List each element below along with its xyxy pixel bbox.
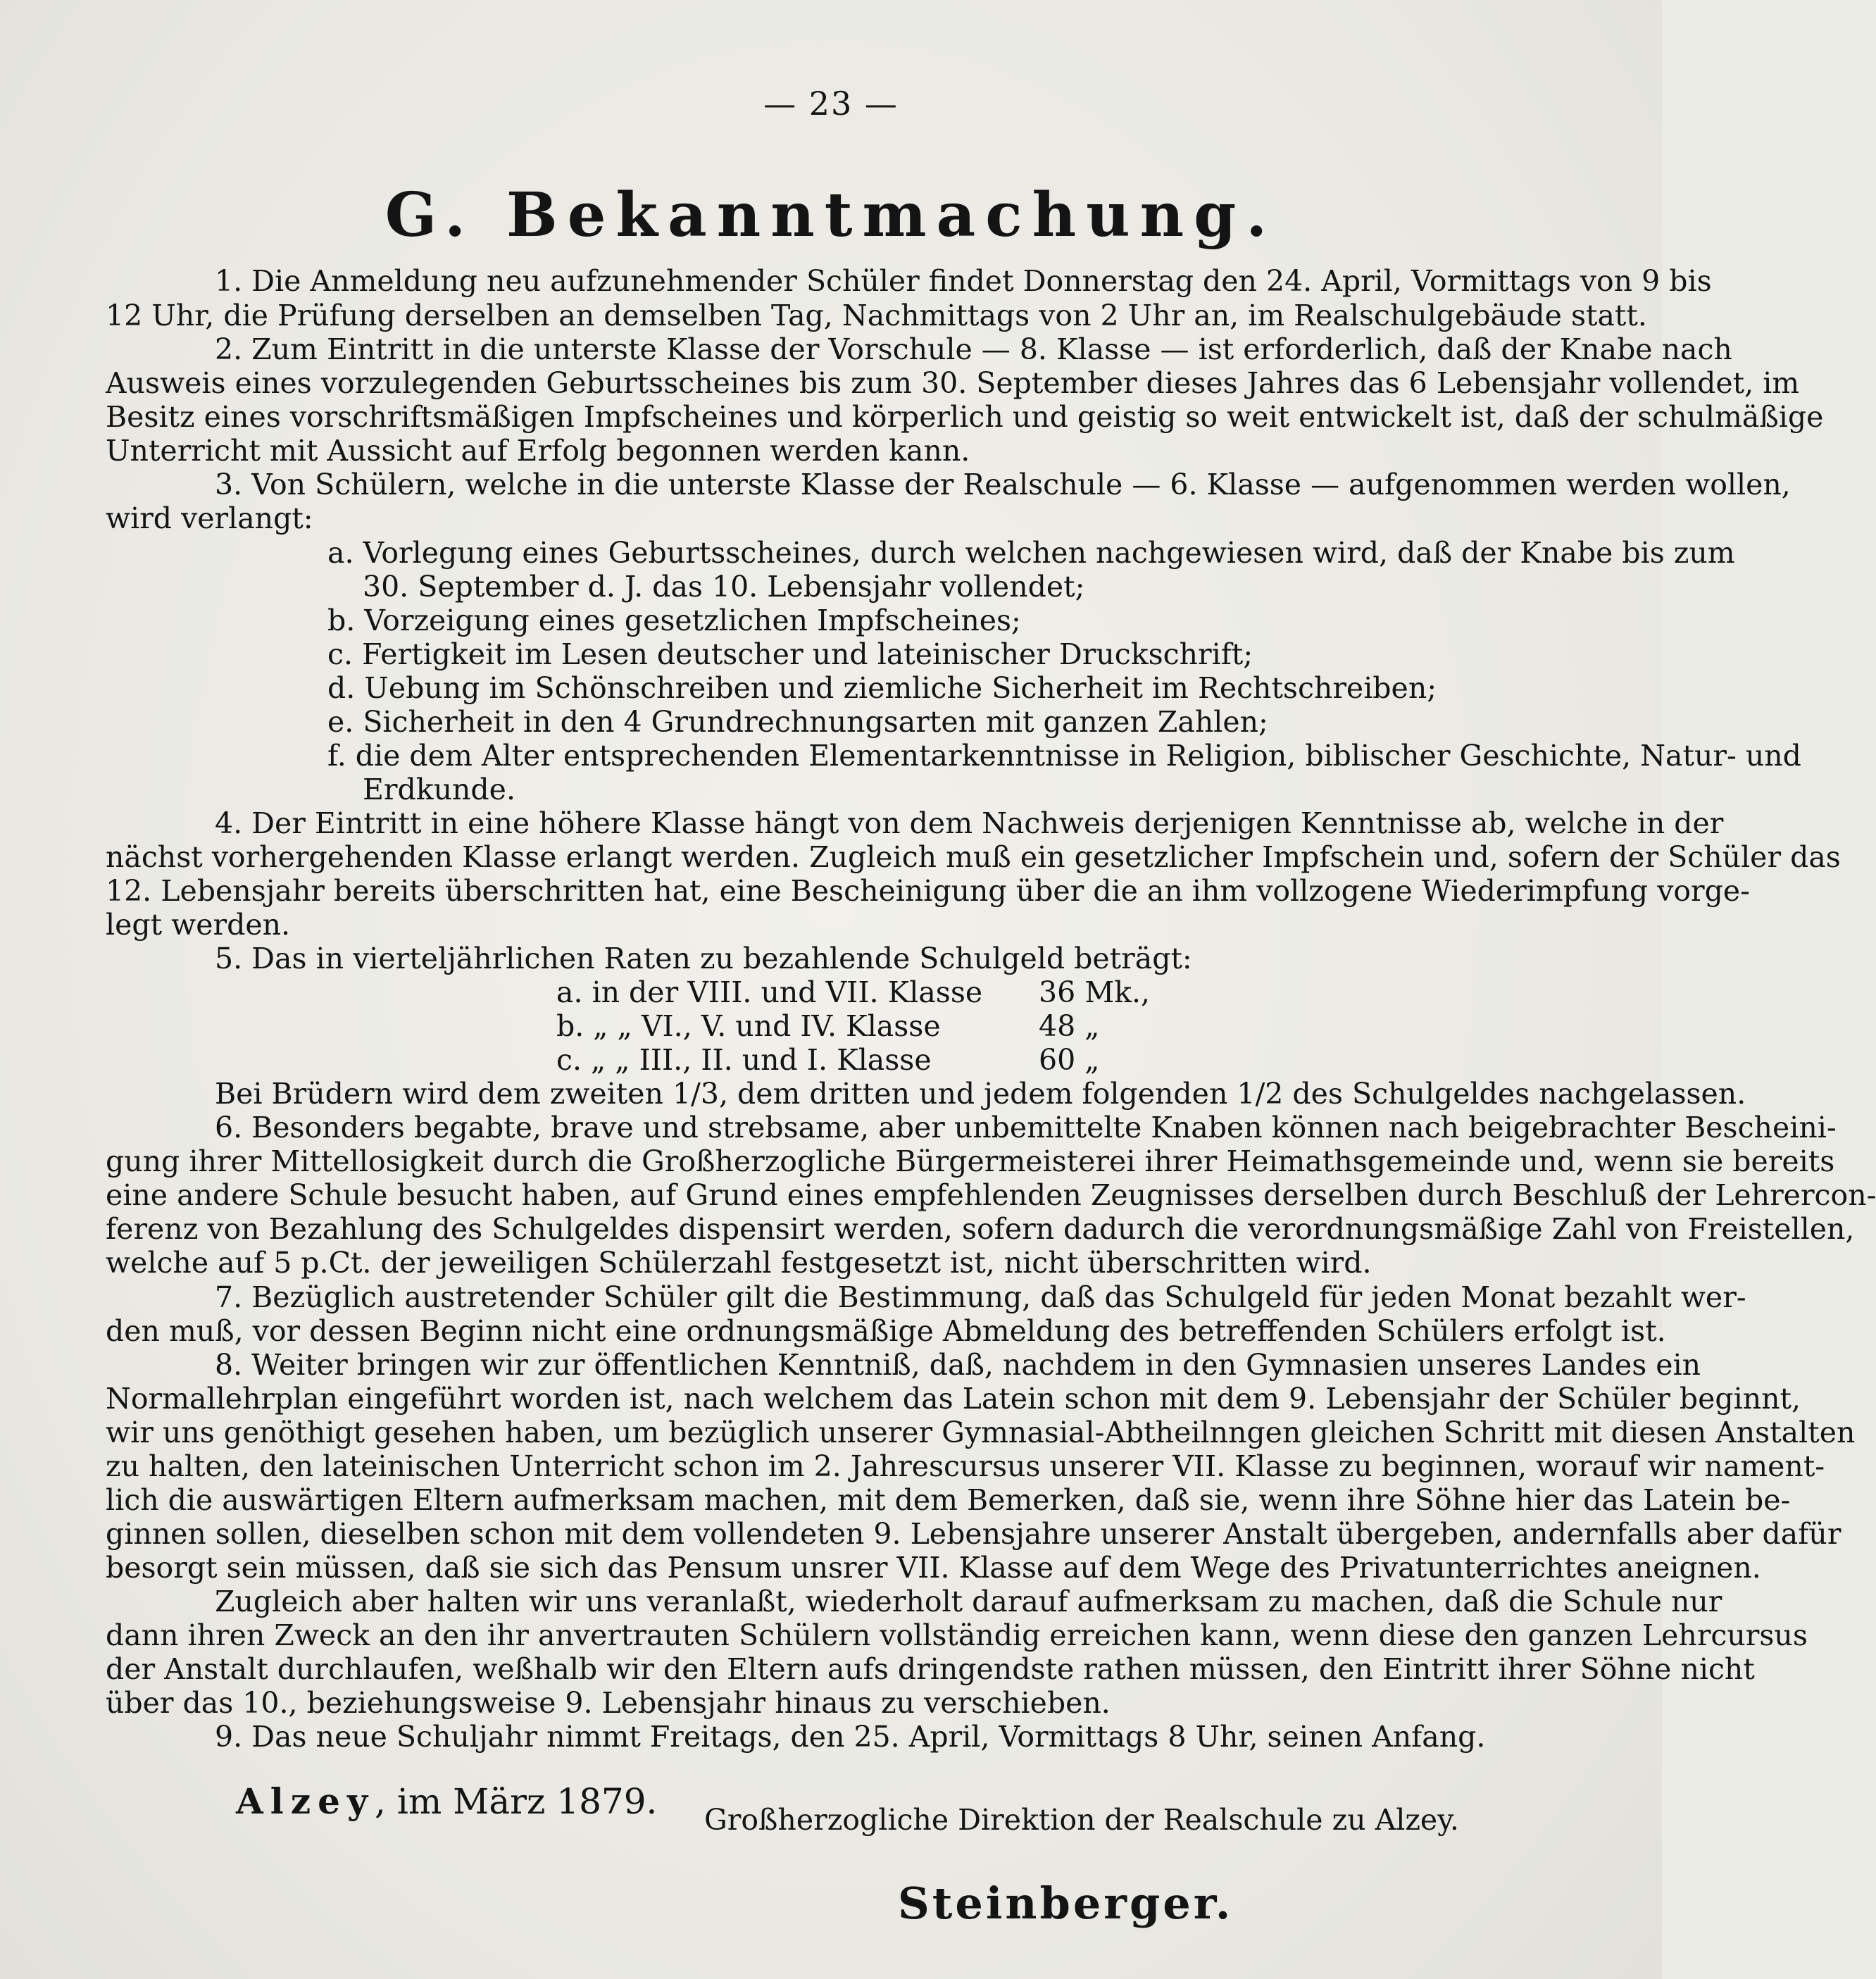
- fee-row-label: b. „ „ VI., V. und IV. Klasse: [556, 1009, 941, 1043]
- text-line: dann ihren Zweck an den ihr anvertrauten Schülern vollständig erreichen kann, wenn diese den ganzen Lehrcursus: [106, 1618, 1808, 1652]
- text-line: eine andere Schule besucht haben, auf Grund eines empfehlenden Zeugnisses derselben durch Beschluß der Lehrercon-: [106, 1178, 1876, 1212]
- fee-row-label: a. in der VIII. und VII. Klasse: [556, 975, 983, 1009]
- page-number: — 23 —: [763, 85, 899, 123]
- page-title: G. Bekanntmachung.: [384, 180, 1277, 251]
- text-line: 12 Uhr, die Prüfung derselben an demselben Tag, Nachmittags von 2 Uhr an, im Realschulgebäude statt.: [106, 299, 1647, 332]
- text-line: 8. Weiter bringen wir zur öffentlichen Kenntniß, daß, nachdem in den Gymnasien unseres Landes ein: [215, 1348, 1701, 1382]
- text-line: 7. Bezüglich austretender Schüler gilt die Bestimmung, daß das Schulgeld für jeden Monat bezahlt wer-: [215, 1280, 1746, 1314]
- text-line: welche auf 5 p.Ct. der jeweiligen Schülerzahl festgesetzt ist, nicht überschritten wird.: [106, 1246, 1372, 1280]
- text-line: der Anstalt durchlaufen, weßhalb wir den Eltern aufs dringendste rathen müssen, den Eintritt ihrer Söhne nicht: [106, 1652, 1755, 1686]
- text-line: lich die auswärtigen Eltern aufmerksam machen, mit dem Bemerken, daß sie, wenn ihre Söhne hier das Latein be-: [106, 1483, 1791, 1517]
- text-line: Normallehrplan eingeführt worden ist, nach welchem das Latein schon mit dem 9. Lebensjahr der Schüler beginnt,: [106, 1382, 1801, 1416]
- text-line: ferenz von Bezahlung des Schulgeldes dispensirt werden, sofern dadurch die verordnungsmäßige Zahl von Freistellen,: [106, 1212, 1855, 1246]
- text-line: a. Vorlegung eines Geburtsscheines, durch welchen nachgewiesen wird, daß der Knabe bis zum: [327, 536, 1735, 570]
- text-line: Zugleich aber halten wir uns veranlaßt, wiederholt darauf aufmerksam zu machen, daß die Schule nur: [215, 1585, 1722, 1618]
- text-line: nächst vorhergehenden Klasse erlangt werden. Zugleich muß ein gesetzlicher Impfschein und, sofern der Schüler das: [106, 840, 1841, 874]
- text-line: 1. Die Anmeldung neu aufzunehmender Schüler findet Donnerstag den 24. April, Vormittags von 9 bis: [215, 264, 1712, 298]
- text-line: besorgt sein müssen, daß sie sich das Pensum unsrer VII. Klasse auf dem Wege des Privatunterrichtes aneignen.: [106, 1551, 1761, 1585]
- text-line: wird verlangt:: [106, 501, 313, 535]
- text-line: 3. Von Schülern, welche in die unterste Klasse der Realschule — 6. Klasse — aufgenommen werden wollen,: [215, 468, 1791, 501]
- fee-row-amount: 48 „: [1039, 1009, 1100, 1043]
- text-line: Ausweis eines vorzulegenden Geburtsscheines bis zum 30. September dieses Jahres das 6 Lebensjahr vollendet, im: [106, 366, 1800, 400]
- place-date: , im März 1879.: [375, 1781, 658, 1822]
- text-line: 6. Besonders begabte, brave und strebsame, aber unbemittelte Knaben können nach beigebrachter Bescheini-: [215, 1111, 1837, 1144]
- fee-row-amount: 60 „: [1039, 1043, 1100, 1077]
- text-line: f. die dem Alter entsprechenden Elementarkenntnisse in Religion, biblischer Geschichte, Natur- und: [327, 739, 1801, 773]
- text-line: b. Vorzeigung eines gesetzlichen Impfscheines;: [327, 604, 1021, 637]
- text-line: 5. Das in vierteljährlichen Raten zu bezahlende Schulgeld beträgt:: [215, 942, 1192, 975]
- place-name: Alzey: [236, 1780, 375, 1822]
- signature-name: Steinberger.: [898, 1878, 1234, 1929]
- place-date-line: [236, 1782, 657, 1821]
- text-line: Erdkunde.: [363, 773, 515, 806]
- text-line: c. Fertigkeit im Lesen deutscher und lateinischer Druckschrift;: [327, 637, 1253, 671]
- fee-row-amount: 36 Mk.,: [1039, 975, 1151, 1009]
- signature-line: Großherzogliche Direktion der Realschule zu Alzey.: [704, 1803, 1459, 1837]
- text-line: wir uns genöthigt gesehen haben, um bezüglich unserer Gymnasial-Abtheilnngen gleichen Schritt mit diesen Anstalten: [106, 1416, 1856, 1449]
- text-line: gung ihrer Mittellosigkeit durch die Großherzogliche Bürgermeisterei ihrer Heimathsgemeinde und, wenn sie bereits: [106, 1144, 1835, 1178]
- text-line: 4. Der Eintritt in eine höhere Klasse hängt von dem Nachweis derjenigen Kenntnisse ab, welche in der: [215, 806, 1724, 840]
- text-line: über das 10., beziehungsweise 9. Lebensjahr hinaus zu verschieben.: [106, 1686, 1111, 1720]
- text-line: den muß, vor dessen Beginn nicht eine ordnungsmäßige Abmeldung des betreffenden Schülers erfolgt ist.: [106, 1314, 1666, 1348]
- text-line: Bei Brüdern wird dem zweiten 1/3, dem dritten und jedem folgenden 1/2 des Schulgeldes nachgelassen.: [215, 1077, 1746, 1111]
- text-line: 30. September d. J. das 10. Lebensjahr vollendet;: [363, 570, 1085, 604]
- text-line: Besitz eines vorschriftsmäßigen Impfscheines und körperlich und geistig so weit entwickelt ist, daß der schulmäßige: [106, 400, 1824, 434]
- fee-row-label: c. „ „ III., II. und I. Klasse: [556, 1043, 932, 1077]
- text-line: ginnen sollen, dieselben schon mit dem vollendeten 9. Lebensjahre unserer Anstalt übergeben, andernfalls aber dafür: [106, 1517, 1841, 1551]
- text-line: legt werden.: [106, 908, 291, 942]
- text-line: zu halten, den lateinischen Unterricht schon im 2. Jahrescursus unserer VII. Klasse zu beginnen, worauf wir nament-: [106, 1449, 1825, 1483]
- text-line: 2. Zum Eintritt in die unterste Klasse der Vorschule — 8. Klasse — ist erforderlich, daß der Knabe nach: [215, 332, 1732, 366]
- text-line: 12. Lebensjahr bereits überschritten hat, eine Bescheinigung über die an ihm vollzogene Wiederimpfung vorge-: [106, 874, 1750, 908]
- text-line: 9. Das neue Schuljahr nimmt Freitags, den 25. April, Vormittags 8 Uhr, seinen Anfang.: [215, 1720, 1486, 1754]
- text-line: d. Uebung im Schönschreiben und ziemliche Sicherheit im Rechtschreiben;: [327, 671, 1437, 705]
- text-line: e. Sicherheit in den 4 Grundrechnungsarten mit ganzen Zahlen;: [327, 705, 1268, 739]
- text-line: Unterricht mit Aussicht auf Erfolg begonnen werden kann.: [106, 434, 970, 468]
